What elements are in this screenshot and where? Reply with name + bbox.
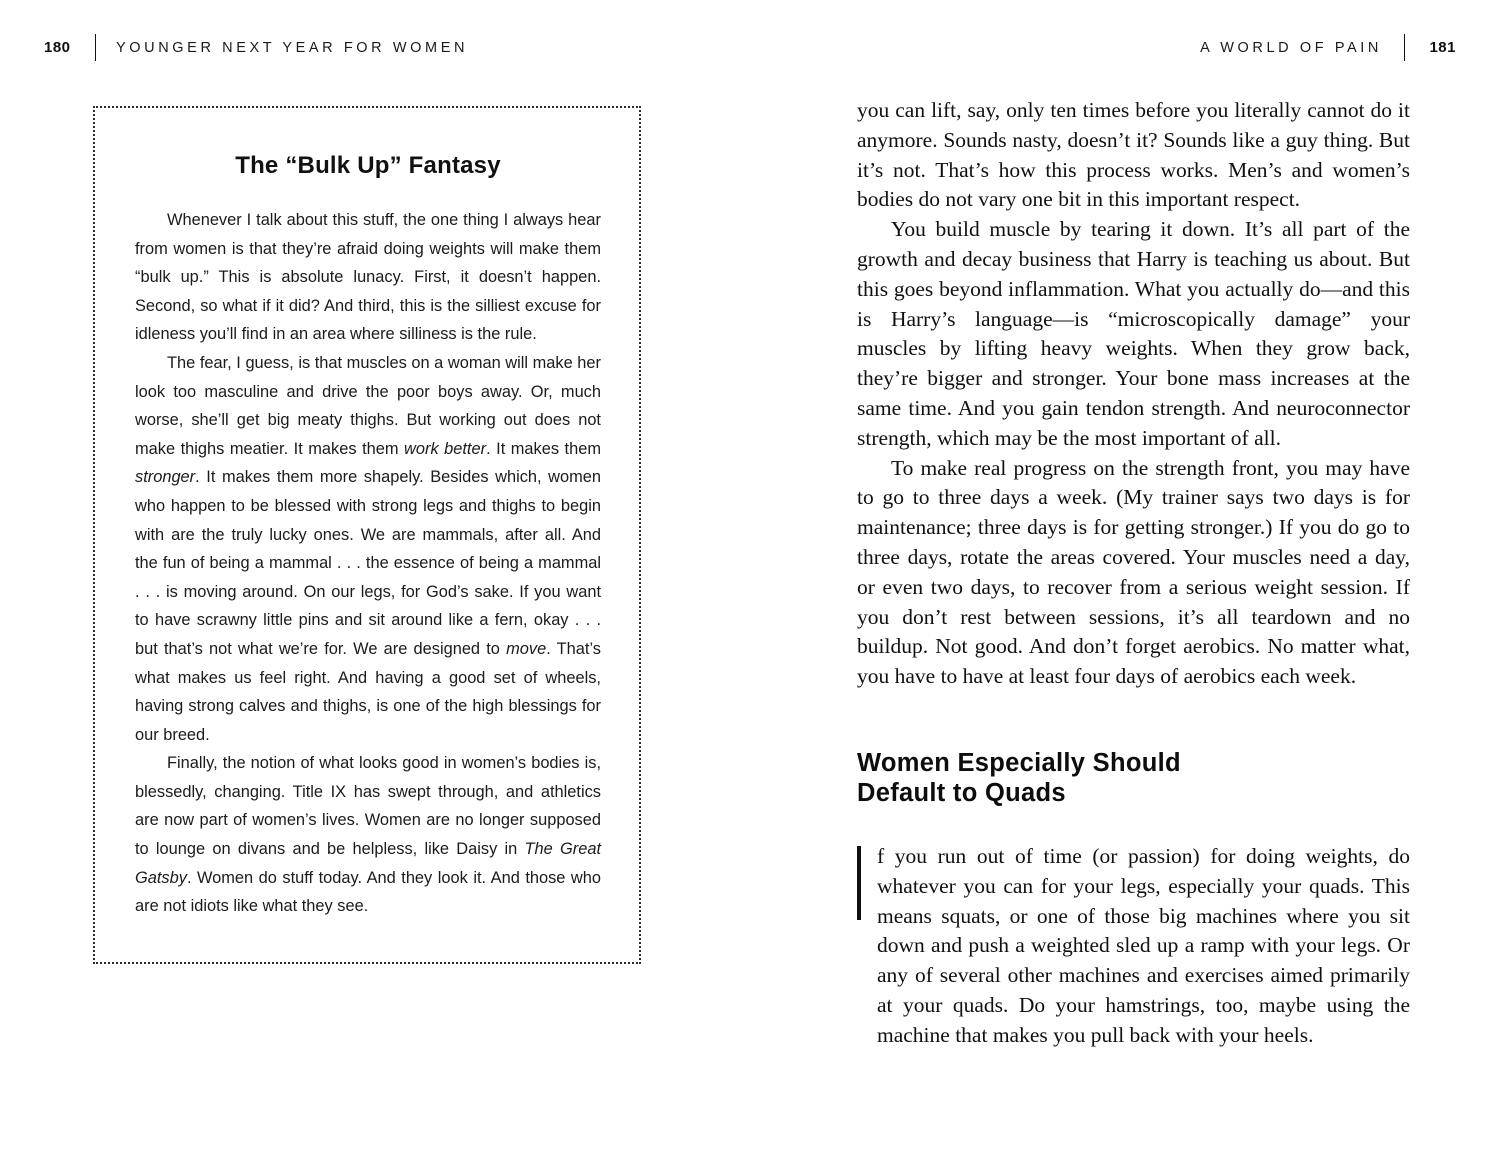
- sidebar-paragraph: The fear, I guess, is that muscles on a woman will make her look too masculine and drive the poor boys away. Or, much worse, she’ll get big meaty thighs. But working out does not make thighs meatier. It makes them work better. It makes them stronger. It makes them more shapely. Besides which, women who happen to be blessed with strong legs and thighs to begin with are the truly lucky ones. We are mammals, after all. And the fun of being a mammal . . . the essence of being a mammal . . . is moving around. On our legs, for God’s sake. If you want to have scrawny little pins and sit around like a fern, okay . . . but that’s not what we’re for. We are designed to move. That’s what makes us feel right. And having a good set of wheels, having strong calves and thighs, is one of the high blessings for our breed.: [135, 353, 601, 744]
- dropcap-paragraph-wrap: [857, 842, 1410, 1051]
- section-heading-line-2: Default to Quads: [857, 778, 1066, 807]
- section-heading: [857, 748, 1410, 808]
- running-head-left: YOUNGER NEXT YEAR FOR WOMEN: [116, 40, 469, 56]
- sidebar-title: The “Bulk Up” Fantasy: [235, 152, 501, 179]
- sidebar-paragraph: Finally, the notion of what looks good in women’s bodies is, blessedly, changing. Title IX has swept through, and athletics are now part of women’s lives. Women are no longer supposed to lounge on divans and be helpless, like Daisy in The Great Gatsby. Women do stuff today. And they look it. And those who are not idiots like what they see.: [135, 754, 601, 916]
- dropcap-initial-i: [857, 846, 861, 920]
- section-heading-line-1: Women Especially Should: [857, 748, 1181, 777]
- body-paragraph: You build muscle by tearing it down. It’s all part of the growth and decay business that Harry is teaching us about. But this goes beyond inflammation. What you actually do—and this is Harry’s language—is “microscopically damage” your muscles by lifting heavy weights. When they grow back, they’re bigger and stronger. Your bone mass increases at the same time. And you gain tendon strength. And neuroconnector strength, which may be the most important of all.: [857, 217, 1410, 450]
- body-paragraph: f you run out of time (or passion) for doing weights, do whatever you can for your legs, especially your quads. This means squats, or one of those big machines where you sit down and push a weighted sled up a ramp with your legs. Or any of several other machines and exercises aimed primarily at your quads. Do your hamstrings, too, maybe using the machine that makes you pull back with your heels.: [877, 843, 1410, 1047]
- sidebar-paragraph: Whenever I talk about this stuff, the one thing I always hear from women is that they’re afraid doing weights will make them “bulk up.” This is absolute lunacy. First, it doesn’t happen. Second, so what if it did? And third, this is the silliest excuse for idleness you’ll find in an area where silliness is the rule.: [135, 211, 601, 344]
- main-text-column: [857, 96, 1410, 1051]
- running-head-right: A WORLD OF PAIN: [1200, 40, 1382, 56]
- sidebar-box: [93, 106, 641, 964]
- folio-left: 180: [44, 39, 71, 56]
- runhead-divider-left: [95, 34, 96, 61]
- runhead-divider-right: [1404, 34, 1405, 61]
- body-paragraph: To make real progress on the strength front, you may have to go to three days a week. (My trainer says two days is for maintenance; three days is for getting stronger.) If you do go to three days, rotate the areas covered. Your muscles need a day, or even two days, to recover from a serious weight session. If you don’t rest between sessions, it’s all teardown and no buildup. Not good. And don’t forget aerobics. No matter what, you have to have at least four days of aerobics each week.: [857, 455, 1410, 689]
- folio-right: 181: [1429, 39, 1456, 56]
- sidebar-content: [95, 108, 639, 941]
- body-paragraph: you can lift, say, only ten times before you literally cannot do it anymore. Sounds nasty, doesn’t it? Sounds like a guy thing. But it’s not. That’s how this process works. Men’s and women’s bodies do not vary one bit in this important respect.: [857, 98, 1410, 212]
